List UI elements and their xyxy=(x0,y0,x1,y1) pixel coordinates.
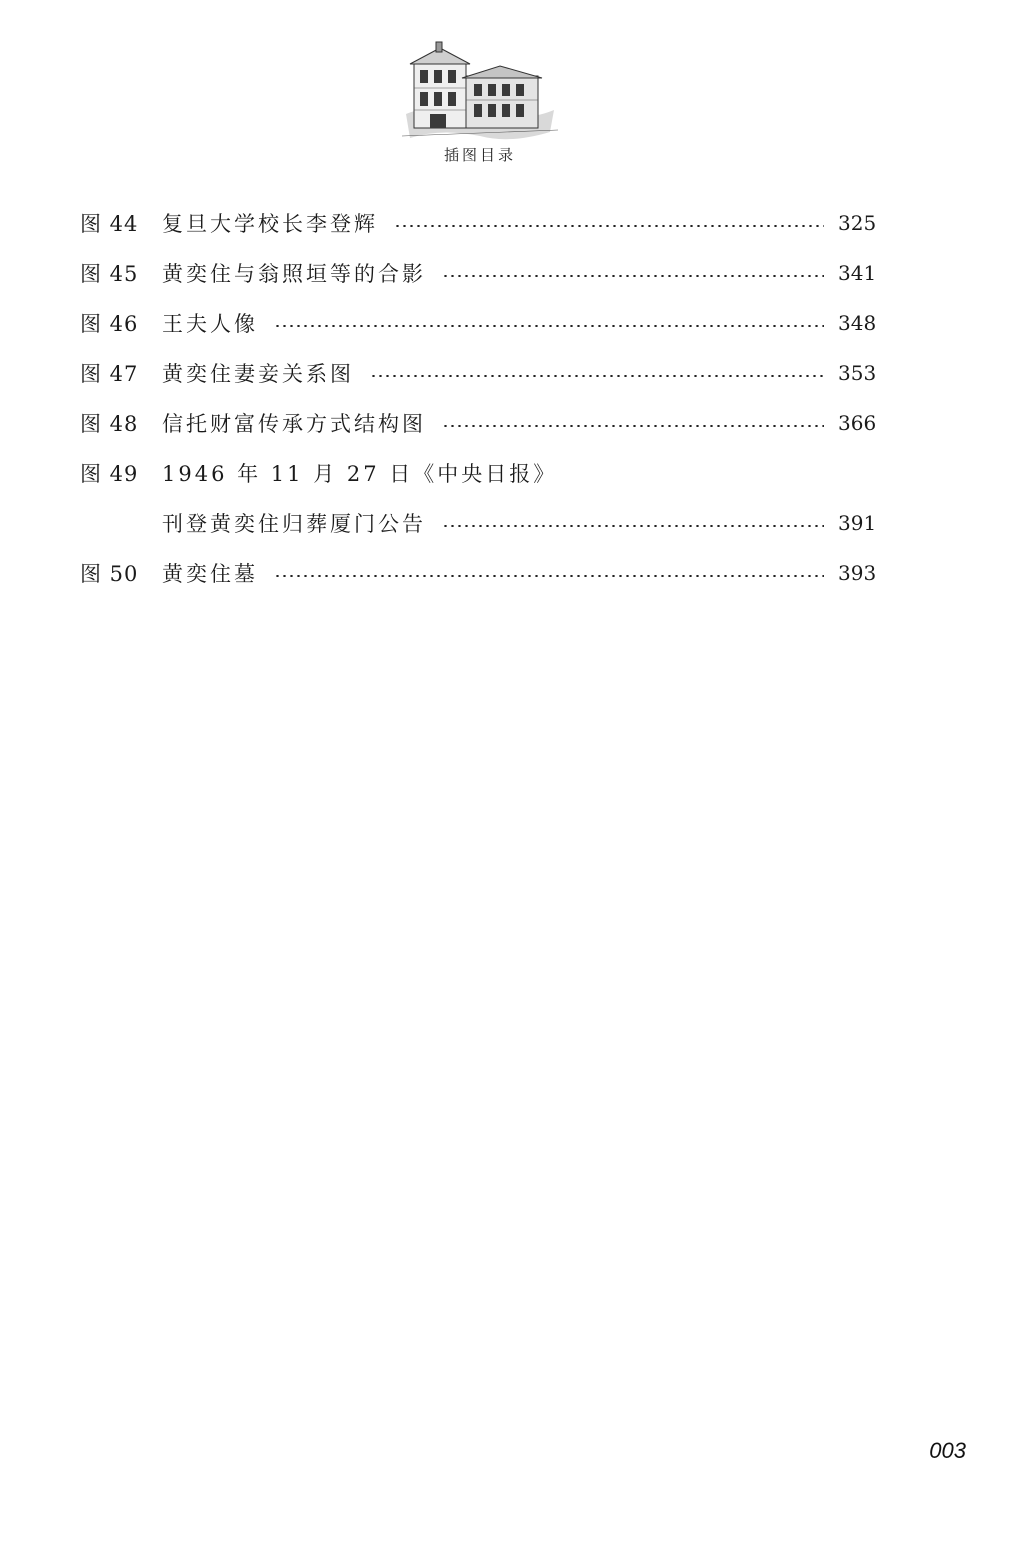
toc-entry xyxy=(80,448,876,498)
toc-entry xyxy=(80,248,876,298)
page-ref: 393 xyxy=(838,561,877,585)
dot-leader xyxy=(274,325,824,327)
toc-entry xyxy=(80,298,876,348)
figure-title: 刊登黄奕住归葬厦门公告 xyxy=(162,512,426,536)
figure-number: 图 44 xyxy=(80,212,139,236)
page-ref: 348 xyxy=(838,311,877,335)
figure-title: 1946 年 11 月 27 日《中央日报》 xyxy=(162,462,558,486)
page-ref: 325 xyxy=(838,211,877,235)
toc-entry xyxy=(80,198,876,248)
page-ref: 366 xyxy=(838,411,877,435)
figure-title: 复旦大学校长李登辉 xyxy=(162,212,378,236)
toc-entry xyxy=(80,348,876,398)
figure-title: 黄奕住妻妾关系图 xyxy=(162,362,354,386)
dot-leader xyxy=(370,375,824,377)
running-header xyxy=(392,40,568,172)
dot-leader xyxy=(442,425,824,427)
figure-title: 黄奕住与翁照垣等的合影 xyxy=(162,262,426,286)
figure-number: 图 45 xyxy=(80,262,139,286)
page-number: 003 xyxy=(929,1438,966,1463)
section-header-title: 插图目录 xyxy=(443,146,516,164)
figure-number: 图 47 xyxy=(80,362,139,386)
figure-number: 图 48 xyxy=(80,412,139,436)
figure-list xyxy=(80,198,876,598)
toc-entry-continuation xyxy=(80,498,876,548)
figure-title: 信托财富传承方式结构图 xyxy=(162,412,426,436)
figure-number: 图 49 xyxy=(80,462,139,486)
page-ref: 391 xyxy=(838,511,877,535)
figure-number: 图 46 xyxy=(80,312,139,336)
page-ref: 341 xyxy=(838,261,877,285)
dot-leader xyxy=(442,525,824,527)
toc-entry xyxy=(80,398,876,448)
figure-title: 黄奕住墓 xyxy=(162,562,258,586)
figure-number: 图 50 xyxy=(80,562,139,586)
dot-leader xyxy=(442,275,824,277)
page-ref: 353 xyxy=(838,361,877,385)
dot-leader xyxy=(274,575,824,577)
figure-title: 王夫人像 xyxy=(162,312,258,336)
toc-entry xyxy=(80,548,876,598)
building-illustration xyxy=(400,40,560,144)
dot-leader xyxy=(394,225,824,227)
